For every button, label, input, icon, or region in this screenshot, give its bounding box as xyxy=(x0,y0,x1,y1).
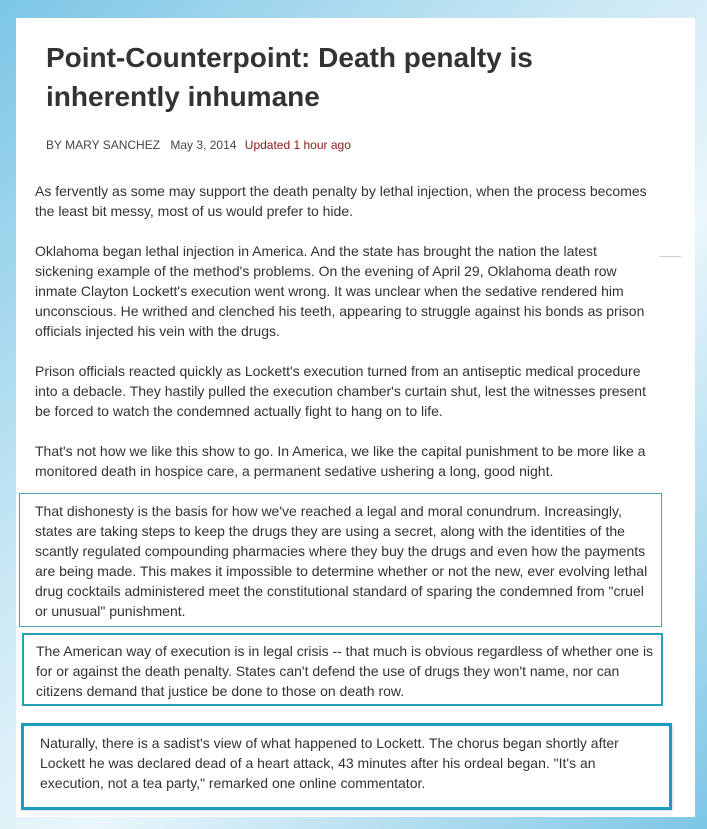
article-meta xyxy=(46,138,351,152)
publish-date: May 3, 2014 xyxy=(170,138,237,152)
byline: BY MARY SANCHEZ xyxy=(46,138,161,152)
updated-time: Updated 1 hour ago xyxy=(244,138,351,152)
paragraph: As fervently as some may support the death penalty by lethal injection, when the process becomes the least bit messy, most of us would prefer to hide. xyxy=(35,183,647,219)
article-title: Point-Counterpoint: Death penalty is inherently inhumane xyxy=(46,42,533,112)
divider xyxy=(659,256,681,257)
highlighted-paragraph: That dishonesty is the basis for how we've reached a legal and moral conundrum. Increasingly, states are taking steps to keep the drugs they are using a secret, along with the identities of the scantly regulated compounding pharmacies where they buy the drugs and even how the payments are being made. This makes it impossible to determine whether or not the new, ever evolving lethal drug cocktails administered meet the constitutional standard of sparing the condemned from "cruel or unusual" punishment. xyxy=(19,493,662,627)
highlighted-paragraph: The American way of execution is in legal crisis -- that much is obvious regardless of whether one is for or against the death penalty. States can't defend the use of drugs they won't name, nor can citizens demand that justice be done to those on death row. xyxy=(22,633,663,706)
article-page xyxy=(16,18,695,817)
highlighted-paragraph: Naturally, there is a sadist's view of what happened to Lockett. The chorus began shortly after Lockett he was declared dead of a heart attack, 43 minutes after his ordeal began. "It's an execution, not a tea party," remarked one online commentator. xyxy=(21,723,672,810)
paragraph: Oklahoma began lethal injection in America. And the state has brought the nation the latest sickening example of the method's problems. On the evening of April 29, Oklahoma death row inmate Clayton Lockett's execution went wrong. It was unclear when the sedative rendered him unconscious. He writhed and clenched his teeth, appearing to struggle against his bonds as prison officials injected his vein with the drugs. xyxy=(35,243,645,339)
paragraph: Prison officials reacted quickly as Lockett's execution turned from an antiseptic medical procedure into a debacle. They hastily pulled the execution chamber's curtain shut, lest the witnesses present be forced to watch the condemned actually fight to hang on to life. xyxy=(35,363,646,419)
paragraph: That's not how we like this show to go. In America, we like the capital punishment to be more like a monitored death in hospice care, a permanent sedative ushering a long, good night. xyxy=(35,443,646,479)
